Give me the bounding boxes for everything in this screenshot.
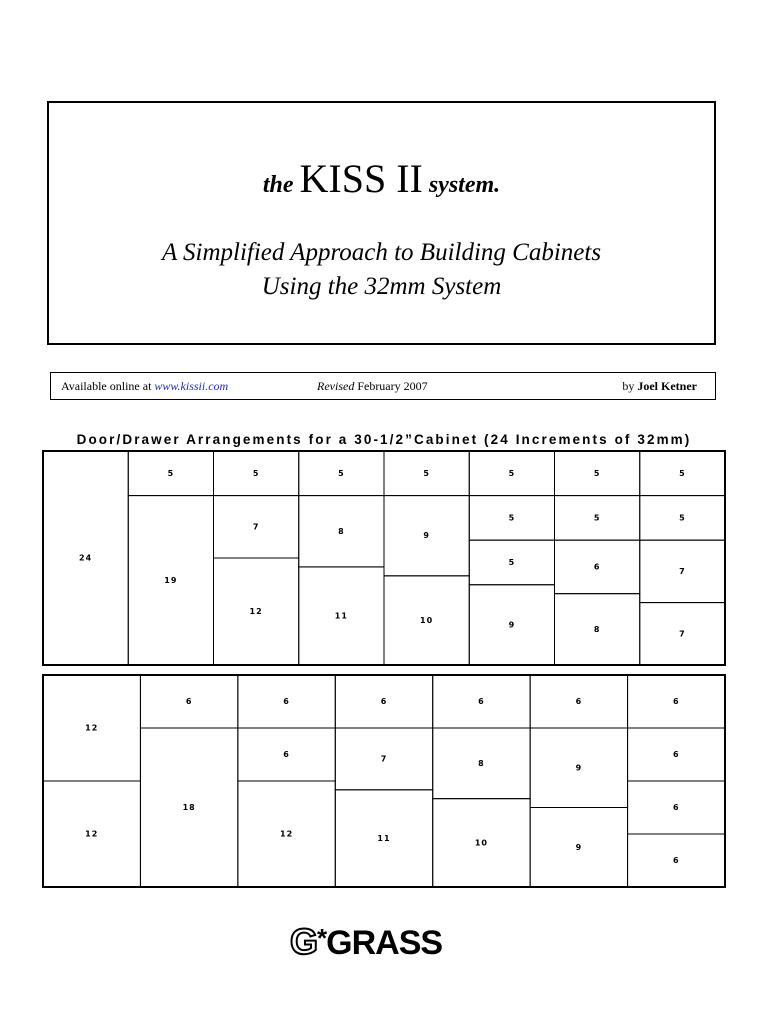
drawer-size-label: 6 xyxy=(185,697,193,706)
drawer-size-label: 5 xyxy=(252,468,260,478)
arrangement-table-2 xyxy=(43,675,725,887)
grass-logo-star: * xyxy=(317,923,327,953)
arrangements-heading: Door/Drawer Arrangements for a 30-1/2”Cabinet (24 Increments of 32mm) xyxy=(76,432,692,447)
title-brand: KISS II xyxy=(299,156,423,201)
drawer-size-label: 6 xyxy=(672,856,680,865)
revised-label: Revised xyxy=(317,379,355,393)
drawer-size-label: 9 xyxy=(575,842,583,852)
grass-logo-mark: G xyxy=(290,921,318,962)
title-system: system. xyxy=(428,172,501,198)
drawer-size-label: 8 xyxy=(593,624,601,634)
drawer-size-label: 5 xyxy=(679,513,686,523)
drawer-size-label: 6 xyxy=(283,697,290,706)
drawer-size-label: 6 xyxy=(672,750,680,759)
by-text: by xyxy=(622,379,638,393)
drawer-size-label: 10 xyxy=(420,615,434,625)
drawer-size-label: 6 xyxy=(575,697,583,706)
drawer-size-label: 12 xyxy=(85,723,99,733)
drawer-size-label: 8 xyxy=(338,526,345,536)
drawer-size-label: 5 xyxy=(679,468,686,478)
drawer-size-label: 5 xyxy=(508,557,516,567)
drawer-size-label: 7 xyxy=(252,522,260,532)
drawer-size-label: 7 xyxy=(679,566,686,576)
drawer-size-label: 6 xyxy=(593,562,601,572)
title-the: the xyxy=(262,172,294,198)
drawer-size-label: 7 xyxy=(679,629,686,639)
drawer-size-label: 5 xyxy=(167,468,175,478)
drawer-size-label: 9 xyxy=(423,531,430,541)
drawer-size-label: 24 xyxy=(79,553,93,563)
drawer-size-label: 9 xyxy=(508,620,516,630)
drawer-size-label: 12 xyxy=(280,829,294,839)
grass-logo-text: GRASS xyxy=(326,924,443,962)
drawer-size-label: 6 xyxy=(672,697,680,706)
drawer-size-label: 19 xyxy=(164,575,178,585)
subtitle-line-2: Using the 32mm System xyxy=(261,273,502,300)
drawer-size-label: 5 xyxy=(508,513,516,523)
drawer-size-label: 5 xyxy=(338,468,345,478)
drawer-size-label: 11 xyxy=(334,611,348,621)
drawer-size-label: 9 xyxy=(575,763,583,773)
drawer-size-label: 12 xyxy=(85,829,99,839)
website-link[interactable]: www.kissii.com xyxy=(154,379,229,393)
drawer-size-label: 6 xyxy=(283,750,290,759)
drawer-size-label: 7 xyxy=(380,754,388,764)
grass-logo xyxy=(290,922,442,962)
drawer-size-label: 6 xyxy=(672,803,680,812)
revised-date: February 2007 xyxy=(354,379,428,393)
drawer-size-label: 10 xyxy=(474,838,488,848)
drawer-size-label: 12 xyxy=(249,607,263,616)
drawer-size-label: 6 xyxy=(380,697,388,706)
drawer-size-label: 18 xyxy=(182,803,196,812)
arrangement-table-1 xyxy=(43,451,725,665)
subtitle-line-1: A Simplified Approach to Building Cabinets xyxy=(161,239,602,266)
drawer-size-label: 5 xyxy=(593,513,601,523)
author-name: Joel Ketner xyxy=(637,379,697,393)
availability-text: Available online at xyxy=(61,379,155,393)
drawer-size-label: 11 xyxy=(377,833,391,843)
drawer-size-label: 5 xyxy=(593,468,601,478)
drawer-size-label: 6 xyxy=(478,697,485,706)
arrangement-table-border xyxy=(43,675,725,887)
drawer-size-label: 8 xyxy=(478,758,485,768)
drawer-size-label: 5 xyxy=(423,468,430,478)
drawer-size-label: 5 xyxy=(508,468,516,478)
